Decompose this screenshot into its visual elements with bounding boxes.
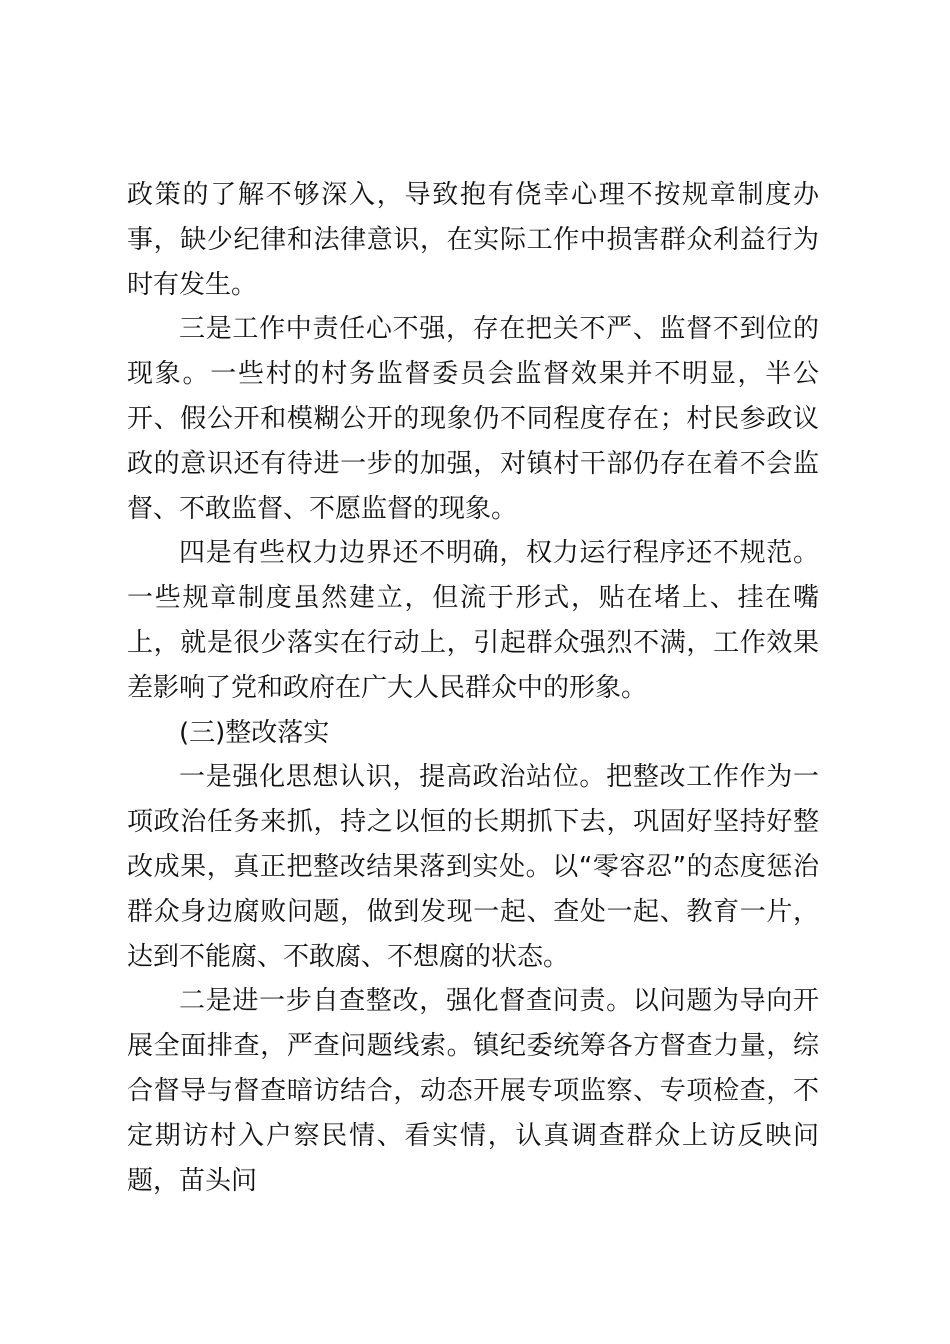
paragraph-power-boundaries: 四是有些权力边界还不明确，权力运行程序还不规范。一些规章制度虽然建立，但流于形式，贴在堵上、挂在嘴上，就是很少落实在行动上，引起群众强烈不满，工作效果差影响了党和政府在广大人民群众中的形象。 [127,538,819,703]
paragraph-responsibility: 三是工作中责任心不强，存在把关不严、监督不到位的现象。一些村的村务监督委员会监督效果并不明显，半公开、假公开和模糊公开的现象仍不同程度存在；村民参政议政的意识还有待进一步的加强，对镇村干部仍存在着不会监督、不敢监督、不愿监督的现象。 [127,314,819,524]
document-page [127,173,819,1203]
paragraph-self-inspection: 二是进一步自查整改，强化督查问责。以问题为导向开展全面排查，严查问题线索。镇纪委统筹各方督查力量，综合督导与督查暗访结合，动态开展专项监察、专项检查，不定期访村入户察民情、看实情，认真调查群众上访反映问题，苗头问 [127,986,819,1196]
paragraph-policy-understanding: 政策的了解不够深入，导致抱有侥幸心理不按规章制度办事，缺少纪律和法律意识，在实际工作中损害群众利益行为时有发生。 [127,180,819,300]
paragraph-strengthen-awareness: 一是强化思想认识，提高政治站位。把整改工作作为一项政治任务来抓，持之以恒的长期抓下去，巩固好坚持好整改成果，真正把整改结果落到实处。以“零容忍”的态度惩治群众身边腐败问题，做到发现一起、查处一起、教育一片，达到不能腐、不敢腐、不想腐的状态。 [127,762,819,972]
section-heading-rectification: (三)整改落实 [179,717,330,748]
